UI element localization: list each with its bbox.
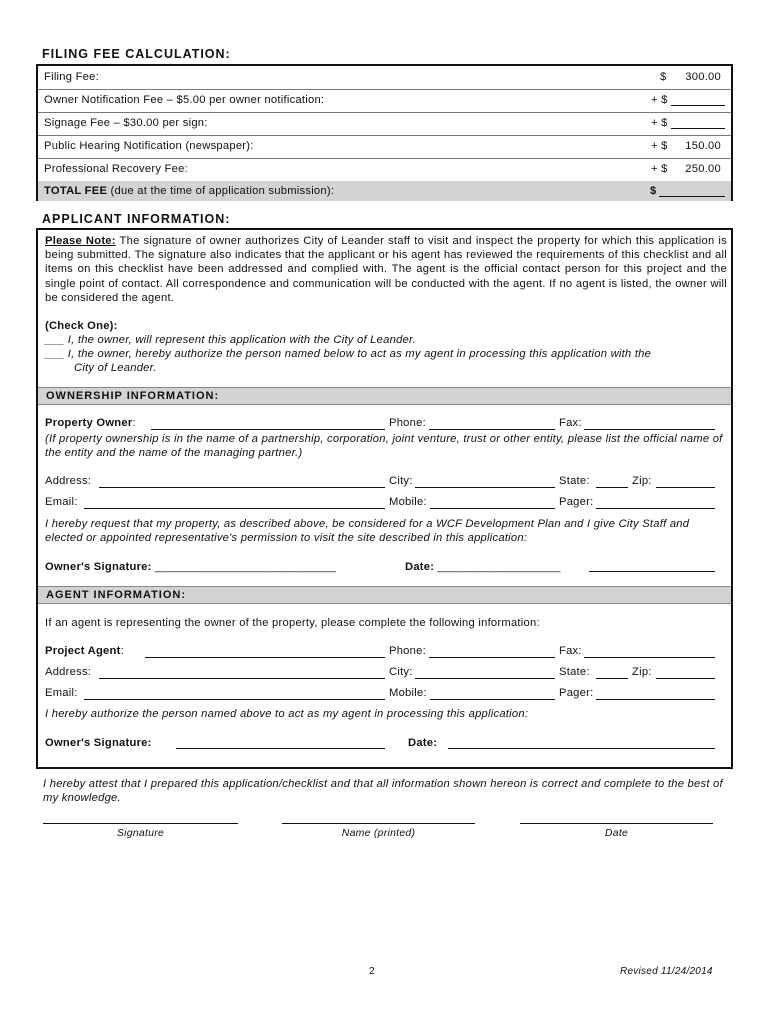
agent-heading: AGENT INFORMATION: [46,589,187,601]
fee-row-professional-recovery [38,158,731,182]
agent-date-field[interactable] [448,748,715,749]
owner-city-field[interactable] [415,487,555,488]
attest-date-caption: Date [604,827,629,839]
owner-signature-label: Owner's Signature: [45,561,155,573]
property-owner-text: Property Owner [45,417,133,429]
fee-label: Public Hearing Notification (newspaper): [44,140,254,152]
total-symbol: $ [650,185,657,197]
email-label: Email: [45,496,78,508]
owner-date-row [405,561,561,573]
pager-label: Pager: [559,496,594,508]
owner-pager-field[interactable] [596,508,715,509]
owner-state-field[interactable] [596,487,628,488]
property-owner-field[interactable] [151,429,385,430]
owner-fax-field[interactable] [584,429,715,430]
agent-phone-field[interactable] [429,657,555,658]
owner-signature-row [45,561,336,573]
city-label: City: [389,475,413,487]
fee-row-total [38,181,731,201]
owner-date-label: Date: [405,561,438,573]
fee-row-signage [38,112,731,136]
ownership-heading: OWNERSHIP INFORMATION: [46,390,220,402]
agent-zip-field[interactable] [656,678,715,679]
agent-mobile-field[interactable] [430,699,555,700]
fax-label: Fax: [559,417,582,429]
agent-intro: If an agent is representing the owner of the property, please complete the following information: [45,617,540,629]
agent-owner-signature-label: Owner's Signature: [45,737,152,749]
attest-date-field[interactable] [520,823,713,824]
project-agent-label [45,645,124,657]
fee-symbol: + $ [651,163,668,175]
email-label: Email: [45,687,78,699]
attest-signature-field[interactable] [43,823,238,824]
agent-email-field[interactable] [84,699,385,700]
owner-represent-option[interactable]: ___ I, the owner, will represent this application with the City of Leander. [45,334,416,346]
address-label: Address: [45,666,92,678]
city-label: City: [389,666,413,678]
total-label-bold: TOTAL FEE [44,185,108,197]
fee-amount-field[interactable] [671,94,725,106]
agent-section-bar [38,586,731,604]
mobile-label: Mobile: [389,496,427,508]
owner-email-field[interactable] [84,508,385,509]
owner-zip-field[interactable] [656,487,715,488]
applicant-note [45,234,727,305]
fee-amount: 250.00 [685,163,721,175]
state-label: State: [559,475,590,487]
agent-address-field[interactable] [99,678,385,679]
total-label [44,185,334,197]
fee-amount-field[interactable] [671,117,725,129]
owner-date-underline [589,571,715,572]
fee-row-filing [38,66,731,90]
property-owner-label [45,417,136,429]
phone-label: Phone: [389,417,426,429]
owner-phone-field[interactable] [429,429,555,430]
ownership-request-text: I hereby request that my property, as described above, be considered for a WCF Development Plan and I give City Staff and elected or appointed representative's permission to visit the site described in this application: [45,518,690,545]
fee-heading: FILING FEE CALCULATION: [42,47,231,61]
fee-label: Owner Notification Fee – $5.00 per owner notification: [44,94,325,106]
fee-amount: 150.00 [685,140,721,152]
note-text: The signature of owner authorizes City of Leander staff to visit and inspect the property for which this application is being submitted. The signature also indicates that the applicant or his agent has reviewed the requirements of this checklist and all items on this checklist have been addressed and complied with. The agent is the official contact person for this project and the single point of contact. All correspondence and communication will be conducted with the agent. If no agent is listed, the owner will be considered the agent. [45,235,728,304]
ownership-section-bar [38,387,731,405]
agent-pager-field[interactable] [596,699,715,700]
colon: : [132,417,136,429]
fee-symbol: + $ [651,117,668,129]
total-amount-field[interactable] [659,185,725,197]
fee-table [36,64,733,201]
ownership-entity-note: (If property ownership is in the name of a partnership, corporation, joint venture, trust or other entity, please list the official name of the entity and the name of the managing partner.) [45,433,723,460]
fee-symbol: + $ [651,140,668,152]
fee-label: Professional Recovery Fee: [44,163,188,175]
agent-date-label: Date: [408,737,438,749]
attest-name-field[interactable] [282,823,475,824]
fee-row-public-hearing [38,135,731,159]
project-agent-text: Project Agent [45,645,121,657]
fee-symbol: $ [660,71,667,83]
owner-mobile-field[interactable] [430,508,555,509]
fee-label: Signage Fee – $30.00 per sign: [44,117,208,129]
owner-authorize-option[interactable]: ___ I, the owner, hereby authorize the person named below to act as my agent in processing this application with the [45,348,652,360]
project-agent-field[interactable] [145,657,385,658]
state-label: State: [559,666,590,678]
mobile-label: Mobile: [389,687,427,699]
agent-fax-field[interactable] [584,657,715,658]
page-number: 2 [369,966,375,977]
agent-state-field[interactable] [596,678,628,679]
fee-label: Filing Fee: [44,71,99,83]
note-label: Please Note: [45,235,116,247]
attest-text: I hereby attest that I prepared this application/checklist and that all information shown hereon is correct and complete to the best of my knowledge. [43,778,723,805]
owner-authorize-option-cont: City of Leander. [74,362,157,374]
colon: : [120,645,124,657]
check-one-label: (Check One): [45,320,118,332]
pager-label: Pager: [559,687,594,699]
agent-city-field[interactable] [415,678,555,679]
applicant-heading: APPLICANT INFORMATION: [42,212,231,226]
agent-authorize-text: I hereby authorize the person named above to act as my agent in processing this application: [45,708,529,720]
address-label: Address: [45,475,92,487]
attest-signature-caption: Signature [116,827,165,839]
owner-address-field[interactable] [99,487,385,488]
fee-symbol: + $ [651,94,668,106]
attest-name-caption: Name (printed) [341,827,416,839]
revised-date: Revised 11/24/2014 [620,966,713,977]
applicant-box [36,228,733,769]
owner-date-field[interactable]: ___________________ [437,561,561,573]
owner-signature-field[interactable]: ____________________________ [154,561,337,573]
phone-label: Phone: [389,645,426,657]
total-label-rest: (due at the time of application submission): [107,185,335,197]
zip-label: Zip: [632,475,652,487]
zip-label: Zip: [632,666,652,678]
fax-label: Fax: [559,645,582,657]
fee-amount: 300.00 [685,71,721,83]
agent-owner-signature-field[interactable] [176,748,385,749]
fee-row-owner-notification [38,89,731,113]
